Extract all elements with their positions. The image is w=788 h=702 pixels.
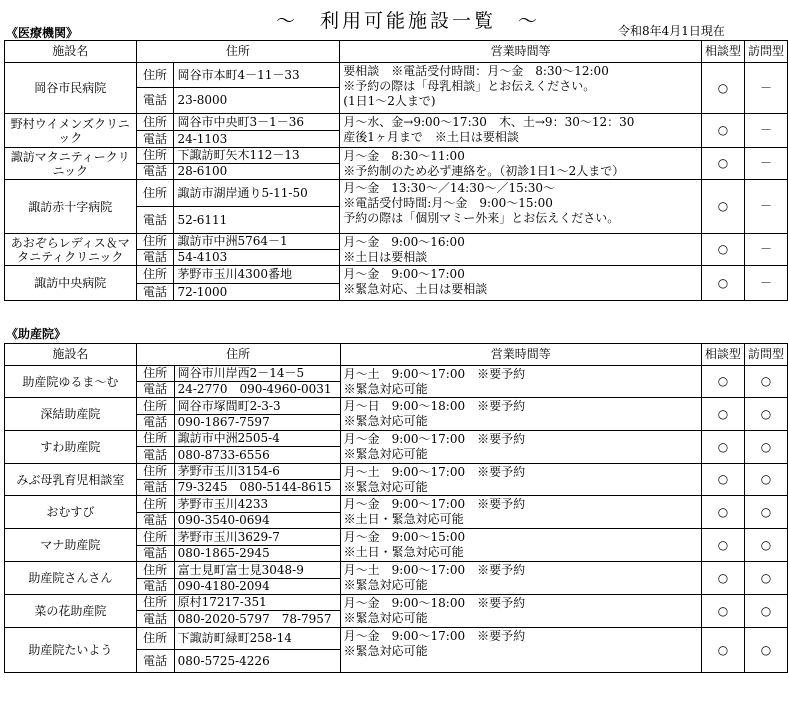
phone-label: 電話 (136, 207, 174, 234)
visit-type-mark: ○ (744, 562, 787, 595)
hours-line: 月～金 9:00～15:00 (343, 530, 466, 544)
hours-line: ※土日・緊急対応可能 (343, 512, 464, 526)
phone-label: 電話 (136, 88, 174, 114)
address-value: 岡谷市中央町3－1－36 (174, 114, 340, 131)
hours-cell (340, 266, 702, 301)
hours-cell (340, 234, 702, 266)
address-label: 住所 (136, 180, 174, 207)
hours-line: 月～日 9:00～18:00 ※要予約 (343, 399, 526, 413)
col-facility-name: 施設名 (5, 344, 137, 366)
consult-type-mark: ○ (701, 529, 744, 562)
hours-line: 月～金 8:30～11:00 (343, 149, 465, 163)
visit-type-mark: ○ (744, 431, 787, 464)
address-value: 諏訪市中洲5764－1 (174, 234, 340, 250)
table-row (5, 114, 788, 131)
col-visit-type: 訪問型 (744, 41, 787, 63)
facility-name: 岡谷市民病院 (5, 63, 137, 114)
hours-line: ※緊急対応可能 (343, 644, 428, 658)
address-value: 諏訪市中洲2505-4 (174, 431, 340, 447)
hours-line: ※緊急対応可能 (343, 414, 428, 428)
facility-name: みぶ母乳育児相談室 (5, 464, 137, 496)
address-value: 茅野市玉川3629-7 (174, 529, 340, 546)
table-row (5, 398, 788, 415)
hours-line: ※緊急対応可能 (343, 382, 428, 396)
consult-type-mark: ○ (701, 464, 744, 496)
table-row (5, 366, 788, 382)
visit-type-mark: － (744, 266, 787, 301)
consult-type-mark: ○ (701, 266, 744, 301)
table-row (5, 529, 788, 546)
table-row (5, 148, 788, 164)
visit-type-mark: － (744, 148, 787, 180)
hours-line: ※緊急対応可能 (343, 480, 428, 494)
hours-cell (340, 562, 701, 595)
facility-name: あおぞらレディス＆マタニティクリニック (5, 234, 137, 266)
phone-label: 電話 (136, 382, 174, 398)
hours-cell (340, 398, 701, 431)
address-label: 住所 (136, 562, 174, 579)
hours-line: 産後1ヶ月まで ※土日は要相談 (343, 130, 519, 144)
phone-value: 28-6100 (174, 164, 340, 180)
phone-value: 54-4103 (174, 250, 340, 266)
table-row (5, 266, 788, 284)
hours-line: 要相談 ※電話受付時間：月～金 8:30～12:00 (343, 64, 609, 78)
phone-value: 080-2020-5797 78-7957 (174, 611, 340, 628)
address-label: 住所 (136, 114, 174, 131)
phone-label: 電話 (136, 579, 174, 595)
hours-line: ※緊急対応可能 (343, 578, 428, 592)
visit-type-mark: ○ (744, 496, 787, 529)
table-row (5, 595, 788, 611)
hours-cell (340, 496, 701, 529)
hours-line: ※電話受付時間:月～金 9:00～15:00 (343, 196, 553, 210)
hours-line: ※緊急対応可能 (343, 447, 428, 461)
col-hours: 営業時間等 (340, 41, 702, 63)
phone-value: 090-4180-2094 (174, 579, 340, 595)
facility-name: おむすび (5, 496, 137, 529)
facility-name: 菜の花助産院 (5, 595, 137, 628)
visit-type-mark: ○ (744, 628, 787, 673)
address-label: 住所 (136, 366, 174, 382)
hours-cell (340, 628, 701, 673)
hours-cell (340, 63, 702, 114)
hours-line: 月～土 9:00～17:00 ※要予約 (343, 563, 526, 577)
col-hours: 営業時間等 (340, 344, 701, 366)
hours-line: 月～金 9:00～17:00 ※要予約 (343, 497, 526, 511)
facility-name: 諏訪赤十字病院 (5, 180, 137, 234)
consult-type-mark: ○ (701, 562, 744, 595)
col-facility-name: 施設名 (5, 41, 137, 63)
hours-line: ※予約の際は「母乳相談」とお伝えください。 (343, 79, 596, 93)
hours-cell (340, 366, 701, 398)
facility-name: 助産院たいよう (5, 628, 137, 673)
table-row (5, 496, 788, 513)
hours-cell (340, 148, 702, 180)
as-of-date: 令和8年4月1日現在 (618, 24, 725, 38)
visit-type-mark: － (744, 63, 787, 114)
facility-name: 野村ウイメンズクリニック (5, 114, 137, 148)
phone-value: 72-1000 (174, 284, 340, 301)
hours-cell (340, 464, 701, 496)
hours-line: 予約の際は「個別マミー外来」とお伝えください。 (343, 211, 620, 225)
hours-cell (340, 595, 701, 628)
table-row (5, 63, 788, 88)
phone-label: 電話 (136, 131, 174, 148)
address-value: 岡谷市川岸西2－14－5 (174, 366, 340, 382)
visit-type-mark: ○ (744, 398, 787, 431)
address-value: 岡谷市塚間町2-3-3 (174, 398, 340, 415)
phone-value: 080-5725-4226 (174, 650, 340, 673)
table-row (5, 628, 788, 650)
phone-label: 電話 (136, 447, 174, 464)
address-label: 住所 (136, 529, 174, 546)
hospitals-heading: 《医療機関》 (6, 26, 79, 40)
col-address: 住所 (136, 344, 340, 366)
address-value: 原村17217-351 (174, 595, 340, 611)
phone-label: 電話 (136, 513, 174, 529)
visit-type-mark: － (744, 180, 787, 234)
hours-line: 月～金 9:00～18:00 ※要予約 (343, 596, 526, 610)
col-visit-type: 訪問型 (744, 344, 787, 366)
phone-value: 090-1867-7597 (174, 415, 340, 431)
phone-label: 電話 (136, 480, 174, 496)
table-row (5, 464, 788, 480)
table-row (5, 180, 788, 207)
hours-line: 月～金 9:00～17:00 ※要予約 (343, 432, 526, 446)
consult-type-mark: ○ (701, 180, 744, 234)
phone-label: 電話 (136, 250, 174, 266)
facility-name: 諏訪マタニティークリニック (5, 148, 137, 180)
col-address: 住所 (136, 41, 340, 63)
consult-type-mark: ○ (701, 398, 744, 431)
address-value: 諏訪市湖岸通り5-11-50 (174, 180, 340, 207)
table-row (5, 431, 788, 447)
phone-label: 電話 (136, 164, 174, 180)
facility-name: 助産院ゆるま～む (5, 366, 137, 398)
consult-type-mark: ○ (701, 234, 744, 266)
hours-line: 月～金 13:30～／14:30～／15:30～ (343, 181, 556, 195)
phone-value: 23-8000 (174, 88, 340, 114)
phone-value: 24-1103 (174, 131, 340, 148)
hours-line: ※土日・緊急対応可能 (343, 545, 464, 559)
phone-value: 24-2770 090-4960-0031 (174, 382, 340, 398)
phone-label: 電話 (136, 650, 174, 673)
address-label: 住所 (136, 234, 174, 250)
address-label: 住所 (136, 431, 174, 447)
address-value: 岡谷市本町4－11－33 (174, 63, 340, 88)
visit-type-mark: ○ (744, 464, 787, 496)
consult-type-mark: ○ (701, 114, 744, 148)
phone-value: 080-1865-2945 (174, 546, 340, 562)
phone-value: 090-3540-0694 (174, 513, 340, 529)
hours-cell (340, 431, 701, 464)
facility-name: マナ助産院 (5, 529, 137, 562)
consult-type-mark: ○ (701, 496, 744, 529)
address-label: 住所 (136, 595, 174, 611)
page-title: ～ 利用可能施設一覧 ～ (276, 10, 541, 32)
hours-line: 月～金 9:00～16:00 (343, 235, 465, 249)
facility-name: 諏訪中央病院 (5, 266, 137, 301)
address-value: 下諏訪町矢木112－13 (174, 148, 340, 164)
consult-type-mark: ○ (701, 148, 744, 180)
address-label: 住所 (136, 496, 174, 513)
consult-type-mark: ○ (701, 595, 744, 628)
hours-line: 月～金 9:00～17:00 (343, 267, 465, 281)
hours-line: ※緊急対応可能 (343, 611, 428, 625)
address-value: 茅野市玉川3154-6 (174, 464, 340, 480)
table-header-row (5, 344, 788, 366)
hours-line: ※緊急対応、土日は要相談 (343, 282, 488, 296)
table-row (5, 234, 788, 250)
table-row (5, 562, 788, 579)
table-header-row (5, 41, 788, 63)
hours-cell (340, 114, 702, 148)
hours-line: (1日1～2人まで) (343, 94, 436, 108)
facility-name: 助産院さんさん (5, 562, 137, 595)
address-value: 茅野市玉川4233 (174, 496, 340, 513)
visit-type-mark: ○ (744, 366, 787, 398)
address-label: 住所 (136, 266, 174, 284)
phone-label: 電話 (136, 284, 174, 301)
consult-type-mark: ○ (701, 628, 744, 673)
phone-label: 電話 (136, 611, 174, 628)
midwives-heading: 《助産院》 (6, 327, 67, 341)
facility-name: 深結助産院 (5, 398, 137, 431)
phone-label: 電話 (136, 415, 174, 431)
hours-line: 月～金 9:00～17:00 ※要予約 (343, 629, 526, 643)
address-label: 住所 (136, 148, 174, 164)
address-label: 住所 (136, 398, 174, 415)
hospitals-table (4, 40, 788, 301)
midwives-table (4, 343, 788, 673)
consult-type-mark: ○ (701, 431, 744, 464)
visit-type-mark: － (744, 234, 787, 266)
hours-line: 月～土 9:00～17:00 ※要予約 (343, 367, 526, 381)
hours-line: ※土日は要相談 (343, 250, 428, 264)
phone-value: 79-3245 080-5144-8615 (174, 480, 340, 496)
page-header (0, 0, 788, 40)
hours-line: ※予約制のため必ず連絡を。（初診1日1～2人まで） (343, 164, 625, 178)
hours-line: 月～土 9:00～17:00 ※要予約 (343, 465, 526, 479)
visit-type-mark: ○ (744, 529, 787, 562)
address-label: 住所 (136, 63, 174, 88)
phone-label: 電話 (136, 546, 174, 562)
hours-cell (340, 529, 701, 562)
col-consult-type: 相談型 (701, 41, 744, 63)
phone-value: 080-8733-6556 (174, 447, 340, 464)
address-value: 茅野市玉川4300番地 (174, 266, 340, 284)
address-value: 下諏訪町緑町258-14 (174, 628, 340, 650)
visit-type-mark: － (744, 114, 787, 148)
phone-value: 52-6111 (174, 207, 340, 234)
facility-name: すわ助産院 (5, 431, 137, 464)
consult-type-mark: ○ (701, 63, 744, 114)
consult-type-mark: ○ (701, 366, 744, 398)
hours-cell (340, 180, 702, 234)
address-value: 富士見町富士見3048-9 (174, 562, 340, 579)
address-label: 住所 (136, 628, 174, 650)
visit-type-mark: ○ (744, 595, 787, 628)
hours-line: 月～水、金→9:00～17:30 木、土→9：30～12：30 (343, 115, 635, 129)
col-consult-type: 相談型 (701, 344, 744, 366)
address-label: 住所 (136, 464, 174, 480)
